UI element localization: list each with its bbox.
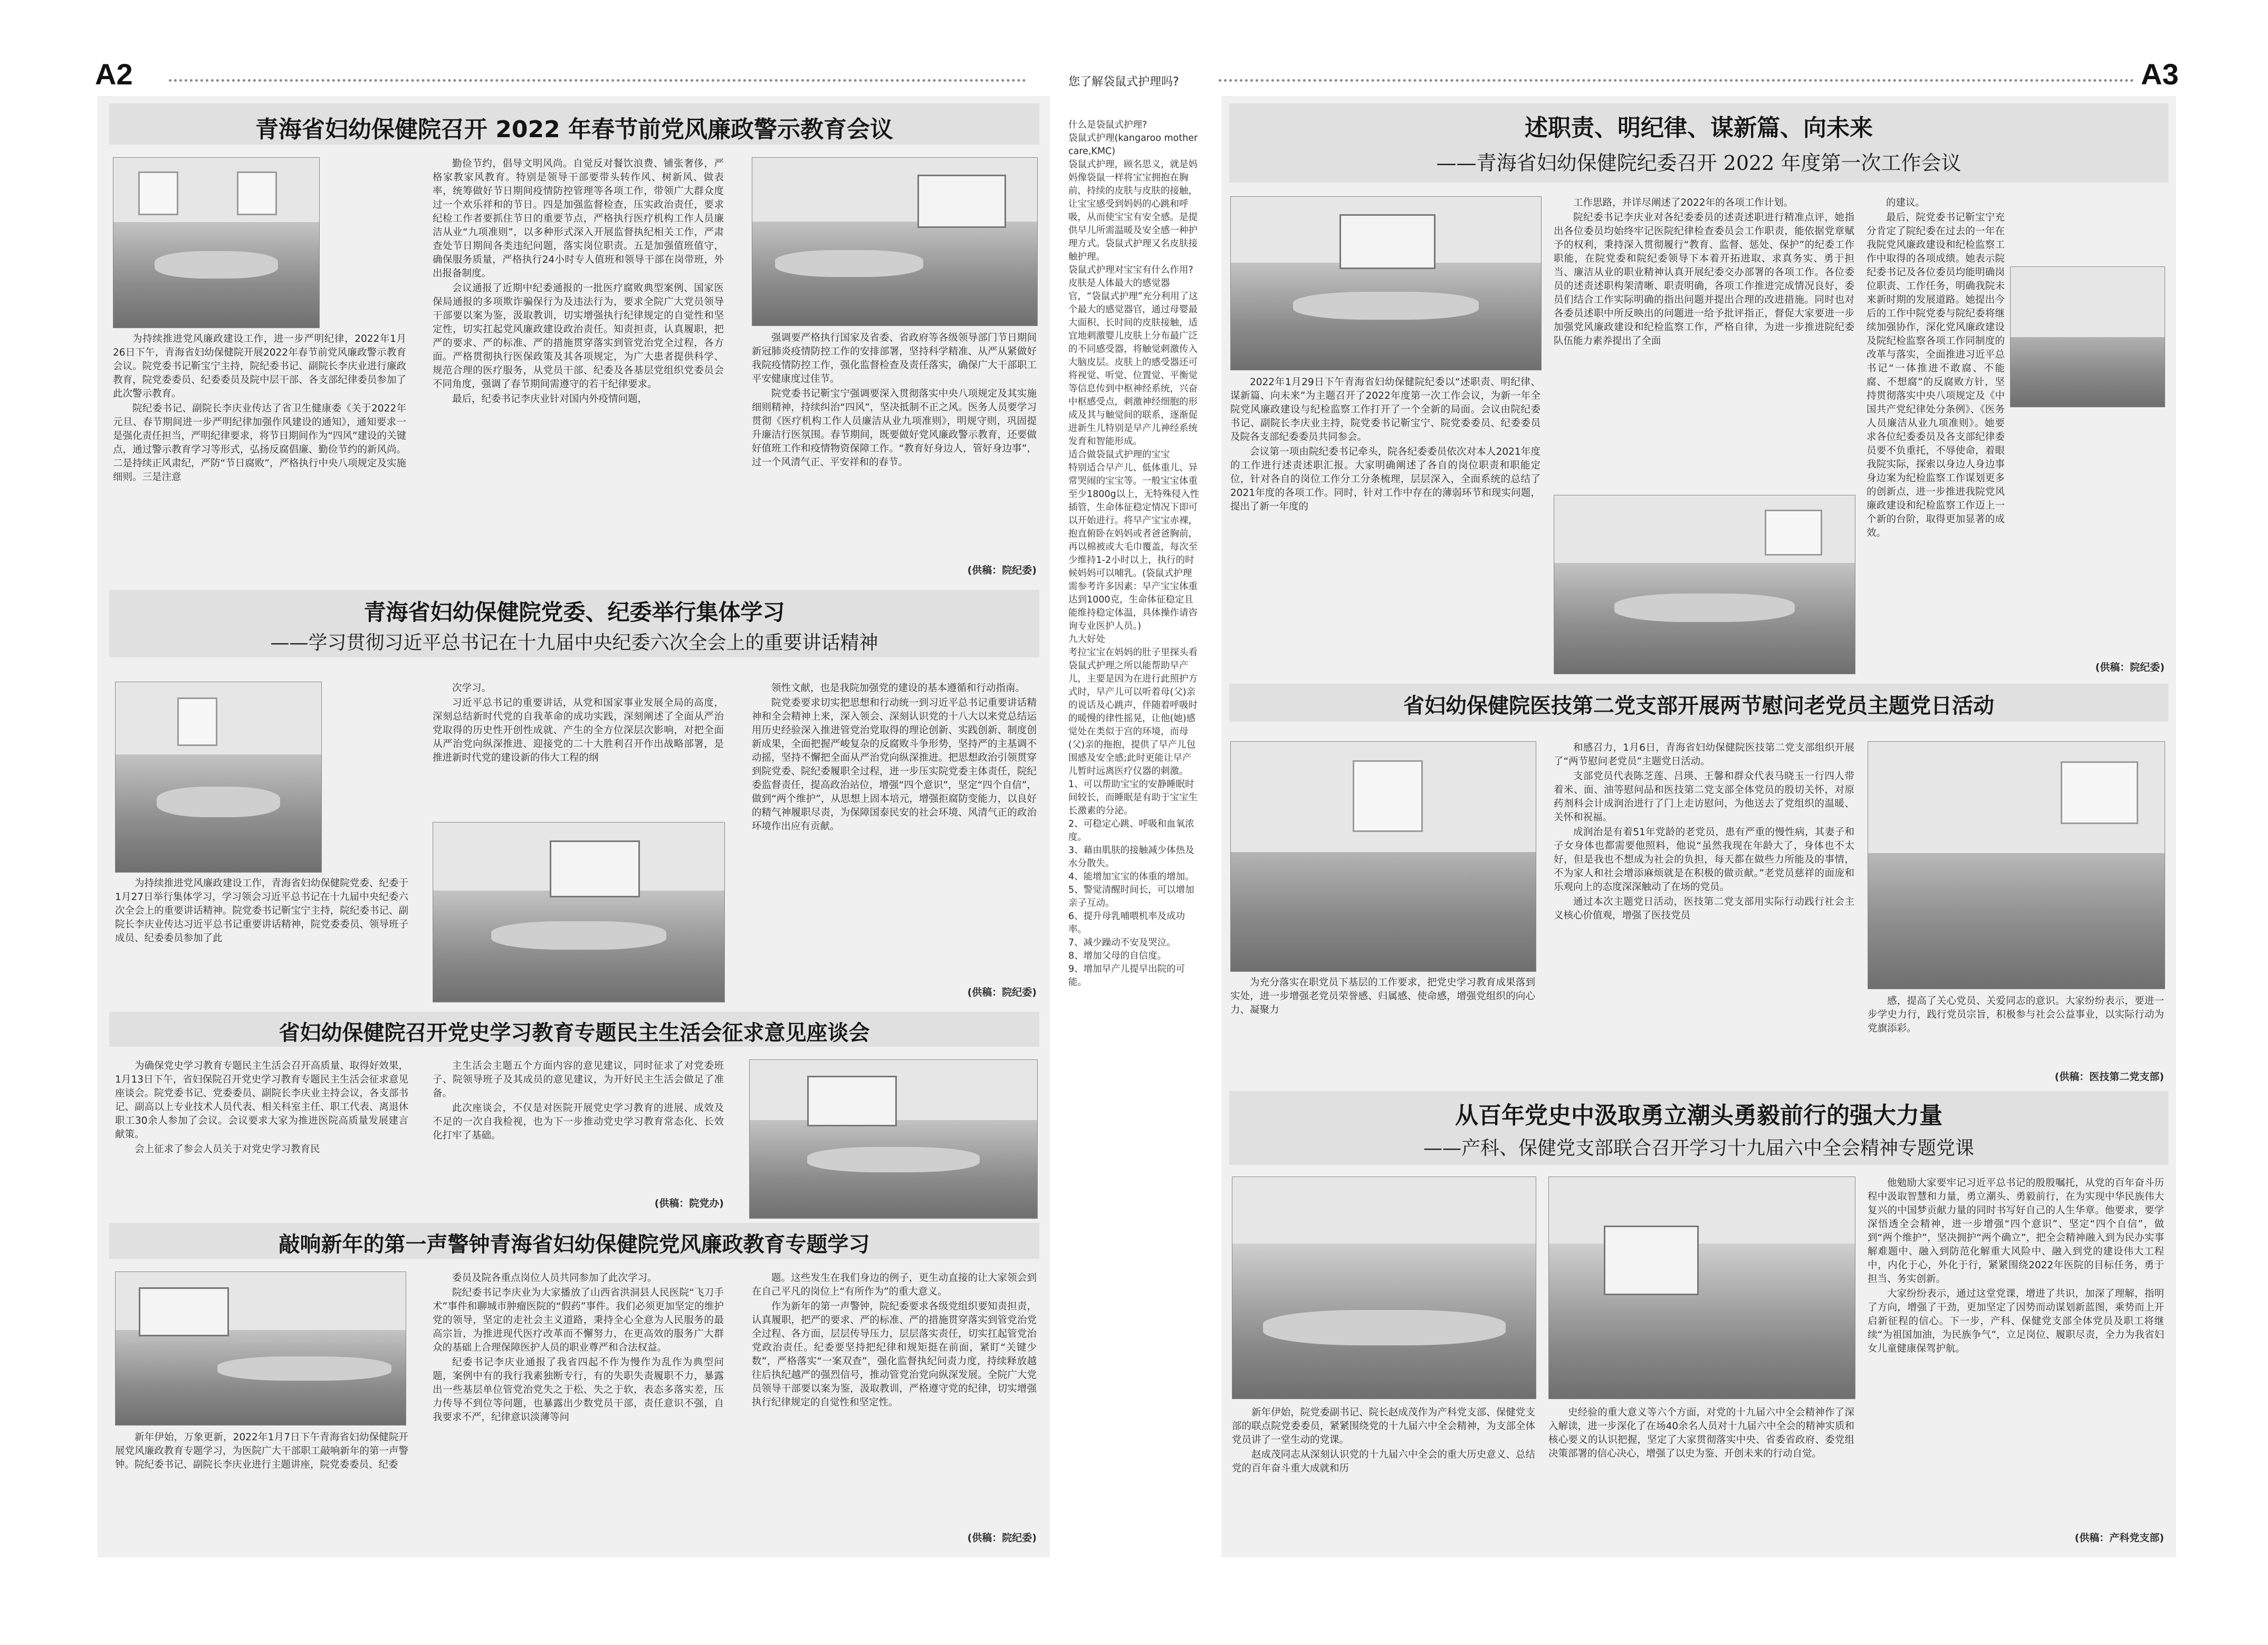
article4-photo-lecture [115, 1271, 406, 1426]
gutter-p18: 9、增加早产儿提早出院的可能。 [1068, 964, 1185, 988]
article2-photo-conference [433, 822, 725, 1002]
article2-col3-p2: 院党委要求切实把思想和行动统一到习近平总书记重要讲话精神和全会精神上来，深入领会、深刻认识党的十八大以来党总结运用历史经验深入推进管党治党取得的理论创新、实践创新、制度创新成果，全面把握严峻复杂的反腐败斗争形势，坚持严的主基调不动摇，坚持不懈把全面从严治党向纵深推进。把思想政治引领贯穿到院党委、院纪委履职全过程，进一步压实院党委主体责任，院纪委监督责任，提高政治站位，增强“四个意识”，坚定“四个自信”，做到“两个维护”，从思想上固本培元，增强拒腐防变能力，以良好的精气神履职尽责，为保障国泰民安的社会环境、风清气正的政治环境作出应有贡献。 [752, 697, 1037, 832]
gutter-p3: 袋鼠式护理，顾名思义，就是妈妈像袋鼠一样将宝宝拥抱在胸前，持续的皮肤与皮肤的接触，让宝宝感受到妈妈的心跳和呼吸，从而使宝宝有安全感。是提供早儿所需温暖及安全感一种护理方式。袋鼠式护理又名皮肤接触护理。 [1068, 159, 1198, 262]
article4-col2-p3: 纪委书记李庆业通报了我省四起不作为慢作为乱作为典型问题，案例中有的我行我素独断专行，有的失职失责履职不力，暴露出一些基层单位管党治党失之于松、失之于软，表态多落实差，压力传导不到位等问题，也暴露出少数党员干部，责任意识不强，自我要求不严，纪律意识淡薄等问 [433, 1357, 724, 1423]
gutter-p14: 5、警觉清醒时间长，可以增加亲子互动。 [1068, 885, 1194, 908]
gutter-p7: 特别适合早产儿、低体重儿、异常哭闹的宝宝等。一般宝宝体重至少1800g以上，无特殊侵入性插管，生命体征稳定情况下即可以开始进行。将早产宝宝赤裸，抱直俯卧在妈妈或者爸爸胸前，再以棉被或大毛巾覆盖，每次至少维持1-2小时以上，执行的时候妈妈可以哺乳。(袋鼠式护理需参考许多因素：早产宝宝体重达到1000克，生命体征稳定且能维持稳定体温，具体操作请咨询专业医护人员。) [1068, 463, 1200, 632]
article6-col2 [1554, 741, 1854, 1087]
article2-col3-p1: 领性文献，也是我院加强党的建设的基本遵循和行动指南。 [771, 683, 1026, 694]
header-divider-right [1219, 79, 2134, 82]
gutter-p15: 6、提升母乳哺喂机率及成功率。 [1068, 911, 1185, 935]
article1-photo-meeting [113, 157, 320, 328]
article1-col2-p3: 最后，纪委书记李庆业针对国内外疫情问题， [452, 394, 648, 405]
article2-col2 [433, 682, 724, 819]
article3-credit: (供稿：院党办) [654, 1198, 724, 1209]
article6-col3 [1868, 994, 2164, 1068]
article4-credit: (供稿：院纪委) [967, 1532, 1037, 1544]
article6-col1 [1230, 976, 1535, 1087]
article5-col3 [1867, 196, 2165, 661]
article7-credit: (供稿：产科党支部) [2074, 1532, 2164, 1544]
article4-col2 [433, 1271, 724, 1548]
article4-col2-p1: 委员及院各重点岗位人员共同参加了此次学习。 [452, 1273, 657, 1284]
article2-col2-p2: 习近平总书记的重要讲话，从党和国家事业发展全局的高度，深刻总结新时代党的自我革命的成功实践，深刻阐述了全面从严治党取得的历史性开创性成就、产生的全方位深层次影响，对把全面从严治党向纵深推进、迎接党的二十大胜利召开作出战略部署，是推进新时代党的建设新的伟大工程的纲 [433, 697, 724, 763]
article4-col3-p1: 题。这些发生在我们身边的例子，更生动直接的让大家领会到在自己平凡的岗位上“有所作为”的重大意义。 [752, 1273, 1037, 1297]
page-number-left: A2 [95, 58, 133, 91]
article5-photo-discussion [1554, 495, 1855, 674]
article1-col3-p2: 院党委书记靳宝宁强调要深入贯彻落实中央八项规定及其实施细则精神，持续纠治“四风”，坚决抵制不正之风。医务人员要学习贯彻《医疗机构工作人员廉洁从业九项准则》，明规守则，巩固提升廉洁行医氛围。春节期间，既要做好党风廉政警示教育，还要做好值班工作和疫情物资保障工作。“教育好身边人，管好身边事”，过一个风清气正、平安祥和的春节。 [752, 388, 1037, 468]
article1-col1 [113, 332, 406, 580]
article3-col2-p1: 主生活会主题五个方面内容的意见建议，同时征求了对党委班子、院领导班子及其成员的意见建议，为开好民主生活会做足了准备。 [433, 1060, 724, 1099]
article7-col1-p2: 赵成茂同志从深刻认识党的十九届六中全会的重大历史意义、总结党的百年奋斗重大成就和历 [1232, 1449, 1535, 1474]
article7-col2-p1: 史经验的重大意义等六个方面，对党的十九届六中全会精神作了深入解读，进一步深化了在场40余名人员对十九届六中全会的精神实质和核心要义的认识把握，坚定了大家贯彻落实中央、省委省政府、委党组决策部署的信心决心，增强了以史为鉴、开创未来的行动自觉。 [1548, 1407, 1854, 1459]
article1-col1-p1: 为持续推进党风廉政建设工作，进一步严明纪律，2022年1月26日下午，青海省妇幼保健院开展2022年春节前党风廉政警示教育会议。院党委书记靳宝宁主持，院纪委书记、副院长李庆业进行廉政教育，院党委委员、纪委委员及院中层干部、各支部纪律委员参加了此次警示教育。 [113, 333, 406, 399]
article3-title: 省妇幼保健院召开党史学习教育专题民主生活会征求意见座谈会 [279, 1021, 870, 1045]
gutter-p12: 3、藉由肌肤的接触减少体热及水分散失。 [1068, 845, 1194, 869]
article7-photo-audience [1548, 1177, 1855, 1399]
article2-credit: (供稿：院纪委) [967, 987, 1037, 998]
article1-credit: (供稿：院纪委) [967, 565, 1037, 576]
article2-col1 [115, 877, 408, 1003]
article1-col3 [752, 331, 1037, 563]
article1-photo-lecture [752, 157, 1038, 326]
article3-col2 [433, 1059, 724, 1197]
gutter-header: 您了解袋鼠式护理吗? [1068, 75, 1179, 89]
article6-photo-family [1868, 741, 2165, 989]
article1-col3-p1: 强调要严格执行国家及省委、省政府等各级领导部门节日期间新冠肺炎疫情防控工作的安排部署，坚持科学精准、从严从紧做好我院疫情防控工作，强化监督检查及责任落实，确保广大干部职工平安健康度过佳节。 [752, 332, 1037, 385]
article5-photo-meeting [1230, 196, 1542, 370]
article6-photo-visit [1230, 741, 1536, 972]
article7-col2 [1548, 1406, 1854, 1548]
article1-col1-p2: 院纪委书记、副院长李庆业传达了省卫生健康委《关于2022年元旦、春节期间进一步严明纪律加强作风建设的通知》，通知要求一是强化责任担当，严明纪律要求，将节日期间作为“四风”建设的关键点，通过警示教育学习等形式，弘扬反腐倡廉、勤俭节约的新风尚。二是持续正风肃纪，严防“节日腐败”，严格执行中央八项规定及实施细则。三是注意 [113, 403, 406, 483]
article1-col2-p2: 会议通报了近期中纪委通报的一批医疗腐败典型案例、国家医保局通报的多项欺诈骗保行为及违法行为，要求全院广大党员领导干部要以案为鉴，汲取教训，切实增强执行纪律规定的自觉性和坚定性，切实扛起党风廉政建设政治责任。知责担责，认真履职，把严的要求、严的标准、严的措施贯穿落实到管党治党全过程，各方面。严格贯彻执行医保政策及其各项规定，为广大患者提供科学、规范合理的医疗服务，从党员干部、纪委及各基层党组织党委员会不同角度，强调了春节期间需遵守的若干纪律要求。 [433, 283, 724, 390]
article5-col1 [1230, 376, 1540, 692]
article1-title: 青海省妇幼保健院召开 2022 年春节前党风廉政警示教育会议 [255, 116, 894, 143]
article7-col1 [1232, 1406, 1535, 1548]
article5-col1-p2: 会议第一项由院纪委书记牵头，院各纪委委员依次对本人2021年度的工作进行述责述职汇报。大家明确阐述了各自的岗位职责和职能定位，针对各自的岗位工作分工分条梳理，层层深入，全面系统的总结了2021年度的各项工作。同时，针对工作中存在的薄弱环节和现实问题，提出了新一年度的 [1230, 446, 1540, 512]
article3-col2-p2: 此次座谈会，不仅是对医院开展党史学习教育的进展、成效及不足的一次自我检视，也为下一步推动党史学习教育常态化、长效化打牢了基础。 [433, 1103, 724, 1141]
article4-col1 [115, 1431, 408, 1547]
article5-col2 [1554, 196, 1854, 492]
gutter-p1: 什么是袋鼠式护理? [1068, 120, 1147, 130]
article5-credit: (供稿：院纪委) [2095, 662, 2165, 673]
article2-col2-p1: 次学习。 [452, 683, 492, 694]
gutter-p17: 8、增加父母的自信度。 [1068, 951, 1167, 961]
gutter-p8: 九大好处 [1068, 634, 1105, 645]
article2-title: 青海省妇幼保健院党委、纪委举行集体学习 [363, 599, 785, 625]
gutter-p5: 皮肤是人体最大的感觉器官，“袋鼠式护理”充分利用了这个最大的感觉器官，通过母婴最大面积、长时间的皮肤接触，适宜地刺激婴儿皮肤上分布最广泛的不同感受器，将触觉刺激传入大脑皮层。皮肤上的感受器还可将视觉、听觉、位置觉、平衡觉等信息传到中枢神经系统，兴奋中枢感受点，刺激神经细胞的形成及其与触觉间的联系，逐渐促进新生儿特别是早产儿神经系统发育和智能形成。 [1068, 278, 1198, 447]
article3-col1-p1: 为确保党史学习教育专题民主生活会召开高质量、取得好效果，1月13日下午，省妇保院召开党史学习教育专题民主生活会征求意见座谈会。院党委书记、党委委员、副院长李庆业主持会议，各支部书记、副高以上专业技术人员代表、相关科室主任、职工代表、离退休职工30余人参加了会议。会议要求大家为推进医院高质量发展建言献策。 [115, 1060, 408, 1140]
gutter-p4: 袋鼠式护理对宝宝有什么作用? [1068, 265, 1193, 275]
article6-col1-p1: 为充分落实在职党员下基层的工作要求，把党史学习教育成果落到实处，进一步增强老党员荣誉感、归属感、使命感，增强党组织的向心力、凝聚力 [1230, 977, 1535, 1016]
article7-col3 [1868, 1177, 2164, 1530]
article6-title: 省妇幼保健院医技第二党支部开展两节慰问老党员主题党日活动 [1403, 694, 1994, 718]
article5-subtitle: ——青海省妇幼保健院纪委召开 2022 年度第一次工作会议 [1436, 151, 1961, 175]
article1-col2-p1: 勤俭节约，倡导文明风尚。自觉反对餐饮浪费、铺张奢侈，严格家教家风教育。特别是领导干部要带头转作风、树新风、做表率，统筹做好节日期间疫情防控管理等各项工作，带领广大群众度过一个欢乐祥和的节日。四是加强监督检查，压实政治责任，要求纪检工作者要抓住节日的重要节点，严格执行医疗机构工作人员廉洁从业“九项准则”，以多种形式深入开展监督执纪相关工作，严肃查处节日期间各类违纪问题，落实岗位职责。五是加强值班值守，确保服务质量，严格执行24小时专人值班和领导干部在岗带班，外出报备制度。 [433, 158, 724, 279]
header-divider-left [169, 79, 1026, 82]
article2-col1-p1: 为持续推进党风廉政建设工作，青海省妇幼保健院党委、纪委于1月27日举行集体学习，学习领会习近平总书记在十九届中央纪委六次全会上的重要讲话精神。院党委书记靳宝宁主持，院纪委书记、副院长李庆业传达习近平总书记重要讲话精神，院党委委员、领导班子成员、纪委委员参加了此 [115, 878, 408, 944]
article6-col2-p3: 成润治是有着51年党龄的老党员，患有严重的慢性病，其妻子和子女身体也都需要他照料，他说“虽然我现在年龄大了，身体也不太好，但是我也不想成为社会的负担，每天都在做些力所能及的事情，不为家人和社会增添麻烦就是在积极的做贡献。”老党员慈祥的面庞和乐观向上的态度深深触动了在场的党员。 [1554, 827, 1854, 893]
article5-title: 述职责、明纪律、谋新篇、向未来 [1525, 114, 1873, 141]
article1-col2 [433, 157, 724, 579]
gutter-p11: 2、可稳定心跳、呼吸和血氧浓度。 [1068, 819, 1194, 843]
article7-col1-p1: 新年伊始，院党委副书记、院长赵成茂作为产科党支部、保健党支部的联点院党委委员，紧紧围绕党的十九届六中全会精神，为支部全体党员讲了一堂生动的党课。 [1232, 1407, 1535, 1446]
article3-col1 [115, 1059, 408, 1218]
article4-col2-p2: 院纪委书记李庆业为大家播放了山西省洪洞县人民医院“飞刀手术”事件和聊城市肿瘤医院的“假药”事件。我们必须更加坚定的维护党的领导，坚定的走社会主义道路，秉持全心全意为人民服务的最高宗旨，为推进现代医疗改革而不懈努力，在更高效的服务广大群众的基础上合理保障医护人员的职业尊严和合法权益。 [433, 1287, 724, 1353]
gutter-p2: 袋鼠式护理(kangaroo mother care,KMC) [1068, 133, 1198, 157]
article7-photo-speaker [1232, 1177, 1536, 1399]
article2-photo-study [115, 682, 322, 873]
article5-col1-p1: 2022年1月29日下午青海省妇幼保健院纪委以“述职责、明纪律、谋新篇、向未来”为主题召开了2022年度第一次工作会议，为新一年全院党风廉政建设与纪检监察工作打开了一个全新的局面。会议由院纪委书记、副院长李庆业主持，院党委书记靳宝宁、院党委委员、纪委委员及院各支部纪委委员共同参会。 [1230, 377, 1540, 443]
article7-subtitle: ——产科、保健党支部联合召开学习十九届六中全会精神专题党课 [1423, 1137, 1974, 1159]
article7-title: 从百年党史中汲取勇立潮头勇毅前行的强大力量 [1455, 1102, 1942, 1129]
article6-col3-p1: 感，提高了关心党员、关爱同志的意识。大家纷纷表示，要进一步学史力行，践行党员宗旨，积极参与社会公益事业，以实际行动为党旗添彩。 [1868, 996, 2164, 1034]
article3-photo-forum [749, 1059, 1038, 1219]
gutter-p10: 1、可以帮助宝宝的安静睡眠时间较长，而睡眠是有助于宝宝生长激素的分泌。 [1068, 779, 1198, 816]
gutter-p9: 考拉宝宝在妈妈的肚子里探头看袋鼠式护理之所以能帮助早产儿，主要是因为在进行此照护方式时，早产儿可以听着母(父)亲的说话及心跳声，伴随着呼吸时的暖慢的律性摇晃，让他(她)感觉处在类似于宫的环境，而母(父)亲的拖抱，提供了早产儿包围感及安全感;此时更能让早产儿暂时远离医疗仪器的刺激。 [1068, 647, 1198, 777]
article5-col2-p2: 院纪委书记李庆业对各纪委委员的述责述职进行精准点评，她指出各位委员均始终牢记医院纪律检查委员会工作职责，能依据党章赋予的权利，秉持深入贯彻履行“教育、监督、惩处、保护”的纪委工作职能，在院党委和院纪委领导下本着开拓进取、求真务实、勇于担当、廉洁从业的职业精神认真开展纪委交办部署的各项工作。各位委员的述责述职构架清晰、职责明确，各项工作推进完成情况良好，委员们结合工作实际明确的指出问题并提出合理的改进措施。同时也对各委员述职中所反映出的问题进一给予批评指正，督促大家要进一步加强党风廉政建设和纪检监察工作，严格自律，为进一步推进院纪委队伍能力素养提出了全面 [1554, 212, 1854, 347]
page-number-right: A3 [2141, 58, 2179, 91]
article6-credit: (供稿：医技第二党支部) [2054, 1071, 2164, 1083]
article5-col2-p1: 工作思路，并详尽阐述了2022年的各项工作计划。 [1573, 197, 1794, 208]
article6-col2-p4: 通过本次主题党日活动，医技第二党支部用实际行动践行社会主义核心价值观，增强了医技党员 [1554, 896, 1854, 921]
gutter-p16: 7、减少躁动不安及哭泣。 [1068, 938, 1176, 948]
article5-col3-p1: 的建议。 [1886, 197, 1926, 208]
article7-col3-p2: 大家纷纷表示，通过这堂党课，增进了共识，加深了理解，指明了方向，增强了干劲，更加坚定了因势而动谋划新蓝图，乘势而上开启新征程的信心。下一步，产科、保健党支部全体党员及职工将继续“为祖国加油，为民族争气”，立足岗位、履职尽责，全力为我省妇女儿童健康保驾护航。 [1868, 1288, 2164, 1354]
article4-col1-p1: 新年伊始，万象更新，2022年1月7日下午青海省妇幼保健院开展党风廉政教育专题学习，为医院广大干部职工敲响新年的第一声警钟。院纪委书记、副院长李庆业进行主题讲座，院党委委员、纪委 [115, 1432, 408, 1470]
gutter-p6: 适合做袋鼠式护理的宝宝 [1068, 449, 1170, 460]
gutter-p13: 4、能增加宝宝的体重的增加。 [1068, 872, 1194, 882]
article2-col3 [752, 682, 1037, 985]
article4-col3-p2: 作为新年的第一声警钟，院纪委要求各级党组织要知责担责，认真履职，把严的要求、严的标准、严的措施贯穿落实到管党治党全过程、各方面，层层传导压力，层层落实责任，切实扛起管党治党政治责任。纪委要坚持把纪律和规矩挺在前面，紧盯“关键少数”，严格落实“一案双查”，强化监督执纪问责力度，持续释放越往后执纪越严的强烈信号，推动管党治党向纵深发展。全院广大党员领导干部要以案为鉴，汲取教训，严格遵守党的纪律，切实增强执行纪律规定的自觉性和坚定性。 [752, 1301, 1037, 1408]
article6-col2-p2: 支部党员代表陈芝莲、吕瑛、王馨和群众代表马晓玉一行四人带着米、面、油等慰问品和医技第二党支部全体党员的殷切关怀，对原药剂科会计成润治进行了门上走访慰问，为他送去了党组织的温暖、关怀和祝福。 [1554, 771, 1854, 823]
article4-title: 敲响新年的第一声警钟青海省妇幼保健院党风廉政教育专题学习 [279, 1232, 870, 1257]
article2-subtitle: ——学习贯彻习近平总书记在十九届中央纪委六次全会上的重要讲话精神 [270, 632, 878, 654]
article7-col3-p1: 他勉励大家要牢记习近平总书记的殷殷嘱托，从党的百年奋斗历程中汲取智慧和力量，勇立潮头、勇毅前行，在为实现中华民族伟大复兴的中国梦贡献力量的同时书写好自己的人生华章。他要求，要学深悟透全会精神，进一步增强“四个意识”、坚定“四个自信”，做到“两个维护”，坚决拥护“两个确立”，把全会精神融入到为民办实事解难题中、融入到防范化解重大风险中、融入到党的建设伟大工程中，内化于心，外化于行，紧紧围绕2022年医院的目标任务，勇于担当、务实创新。 [1868, 1178, 2164, 1285]
article4-col3 [752, 1271, 1037, 1530]
article5-col3-p2: 最后，院党委书记靳宝宁充分肯定了院纪委在过去的一年在我院党风廉政建设和纪检监察工作中取得的各项成绩。她表示院纪委书记及各位委员均能明确岗位职责、工作任务，明确我院未来新时期的发展道路。她提出今后的工作中院党委与院纪委将继续加强协作，深化党风廉政建设及院纪检监察各项工作同制度的改革与落实，全面推进习近平总书记“一体推进不敢腐、不能腐、不想腐”的反腐败方针，坚持贯彻落实中央八项规定及《中国共产党纪律处分条例》、《医务人员廉洁从业九项准则》。她要求各位纪委委员及各支部纪律委员要不负重托，不辱使命，着眼我院实际，探索以身边人身边事身边案为纪检监察工作谋划更多的创新点，进一步推进我院党风廉政建设和纪检监察工作迈上一个新的台阶，取得更加显著的成效。 [1867, 212, 2005, 539]
article6-col2-p1: 和感召力，1月6日，青海省妇幼保健院医技第二党支部组织开展了“两节慰问老党员”主题党日活动。 [1554, 742, 1854, 767]
article3-col1-p2: 会上征求了参会人员关于对党史学习教育民 [135, 1144, 320, 1155]
gutter-column [1068, 119, 1200, 1554]
